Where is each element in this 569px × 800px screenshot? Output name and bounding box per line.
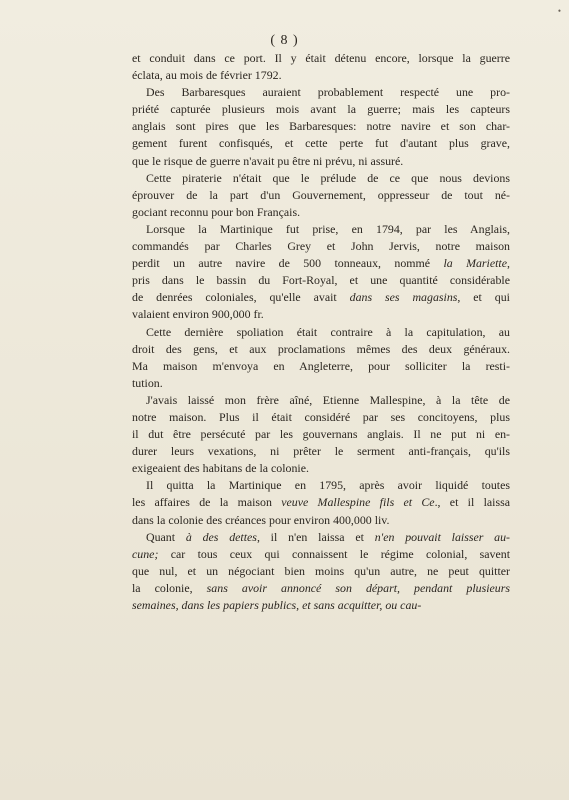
body-text (132, 50, 510, 614)
text-segment: Cette piraterie n'était que le prélude de ce que nous devions (146, 170, 510, 185)
text-segment: priété capturée plusieurs mois avant la guerre; mais les capteurs (132, 102, 510, 117)
text-line (132, 238, 510, 255)
italic-text: dans ses magasins (349, 290, 458, 305)
text-line (132, 187, 510, 204)
text-segment: les affaires de la maison (132, 495, 282, 510)
text-line (132, 494, 510, 511)
text-segment: que nul, et un négociant bien moins qu'un autre, ne peut quitter (132, 563, 510, 578)
text-line (132, 221, 510, 238)
text-line (132, 272, 510, 289)
text-segment: que le risque de guerre n'avait pu être ni prévu, ni assuré. (132, 153, 404, 168)
text-segment: Il quitta la Martinique en 1795, après avoir liquidé toutes (146, 478, 510, 493)
text-segment: Des Barbaresques auraient probablement respecté une pro- (146, 85, 510, 100)
text-segment: perdit un autre navire de 500 tonneaux, nommé (132, 256, 444, 271)
text-line (132, 170, 510, 187)
text-line (132, 341, 510, 358)
text-line (132, 84, 510, 101)
text-segment: , et qui (457, 290, 510, 305)
text-segment: pris dans le bassin du Fort-Royal, et une quantité considérable (132, 273, 510, 288)
text-line (132, 443, 510, 460)
text-line (132, 409, 510, 426)
italic-text: n'en pouvait laisser au- (374, 529, 510, 544)
text-segment: droit des gens, et aux proclamations mêmes des deux généraux. (132, 341, 510, 356)
text-line (132, 153, 510, 170)
text-segment: Ma maison m'envoya en Angleterre, pour solliciter la resti- (132, 358, 510, 373)
text-line (132, 324, 510, 341)
text-segment: Lorsque la Martinique fut prise, en 1794, par les Anglais, (146, 221, 510, 236)
text-segment: tution. (132, 375, 163, 390)
text-line (132, 50, 510, 67)
text-segment: éclata, au mois de février 1792. (132, 68, 282, 83)
italic-text: cune; (132, 546, 159, 561)
text-line (132, 392, 510, 409)
text-line (132, 426, 510, 443)
text-segment: gociant reconnu pour bon Français. (132, 204, 301, 219)
text-line (132, 306, 510, 323)
text-line (132, 135, 510, 152)
text-segment: , (507, 256, 510, 271)
italic-text: veuve Mallespine fils et Ce (281, 495, 435, 510)
text-segment: Cette dernière spoliation était contraire à la capitulation, au (146, 324, 510, 339)
text-segment: éprouver de la part d'un Gouvernement, oppresseur de tout né- (132, 187, 510, 202)
text-segment: dans la colonie des créances pour environ 400,000 liv. (132, 512, 390, 527)
italic-text: semaines, dans les papiers publics, et sans acquitter, ou cau- (132, 598, 422, 612)
text-line (132, 101, 510, 118)
text-line (132, 597, 510, 614)
text-line (132, 580, 510, 597)
text-segment: gement furent confisqués, et cette perte fut d'autant plus grave, (132, 136, 510, 151)
text-line (132, 460, 510, 477)
text-segment: exigeaient des habitans de la colonie. (132, 461, 309, 476)
italic-text: la Mariette (443, 256, 508, 271)
text-line (132, 563, 510, 580)
text-segment: notre maison. Plus il était considéré par ses concitoyens, plus (132, 409, 510, 424)
text-segment: durer leurs vexations, ni prêter le serment anti-français, qu'ils (132, 444, 510, 459)
text-line (132, 375, 510, 392)
text-segment: la colonie, (132, 580, 207, 595)
text-line (132, 529, 510, 546)
text-line (132, 546, 510, 563)
text-line (132, 67, 510, 84)
text-segment: car tous ceux qui connaissent le régime colonial, savent (158, 546, 510, 561)
text-line (132, 255, 510, 272)
italic-text: à des dettes (185, 529, 257, 544)
text-segment: ., et il laissa (434, 495, 510, 510)
text-line (132, 512, 510, 529)
text-segment: et conduit dans ce port. Il y était détenu encore, lorsque la guerre (132, 51, 510, 65)
page-number: ( 8 ) (270, 33, 299, 48)
text-segment: anglais sont pires que les Barbaresques: notre navire et son char- (132, 119, 510, 134)
italic-text: sans avoir annoncé son départ, pendant plusieurs (206, 580, 510, 595)
text-line (132, 289, 510, 306)
text-segment: de denrées coloniales, qu'elle avait (132, 290, 350, 305)
text-segment: il dut être persécuté par les gouvernans anglais. Il ne put ni en- (132, 427, 510, 442)
text-segment: valaient environ 900,000 fr. (132, 307, 264, 322)
text-line (132, 358, 510, 375)
text-segment: , il n'en laissa et (256, 529, 375, 544)
text-line (132, 204, 510, 221)
text-line (132, 477, 510, 494)
text-segment: J'avais laissé mon frère aîné, Etienne Mallespine, à la tête de (146, 392, 510, 407)
text-segment: commandés par Charles Grey et John Jervis, notre maison (132, 239, 510, 254)
corner-mark: • (557, 6, 561, 16)
text-line (132, 118, 510, 135)
text-segment: Quant (146, 529, 186, 544)
